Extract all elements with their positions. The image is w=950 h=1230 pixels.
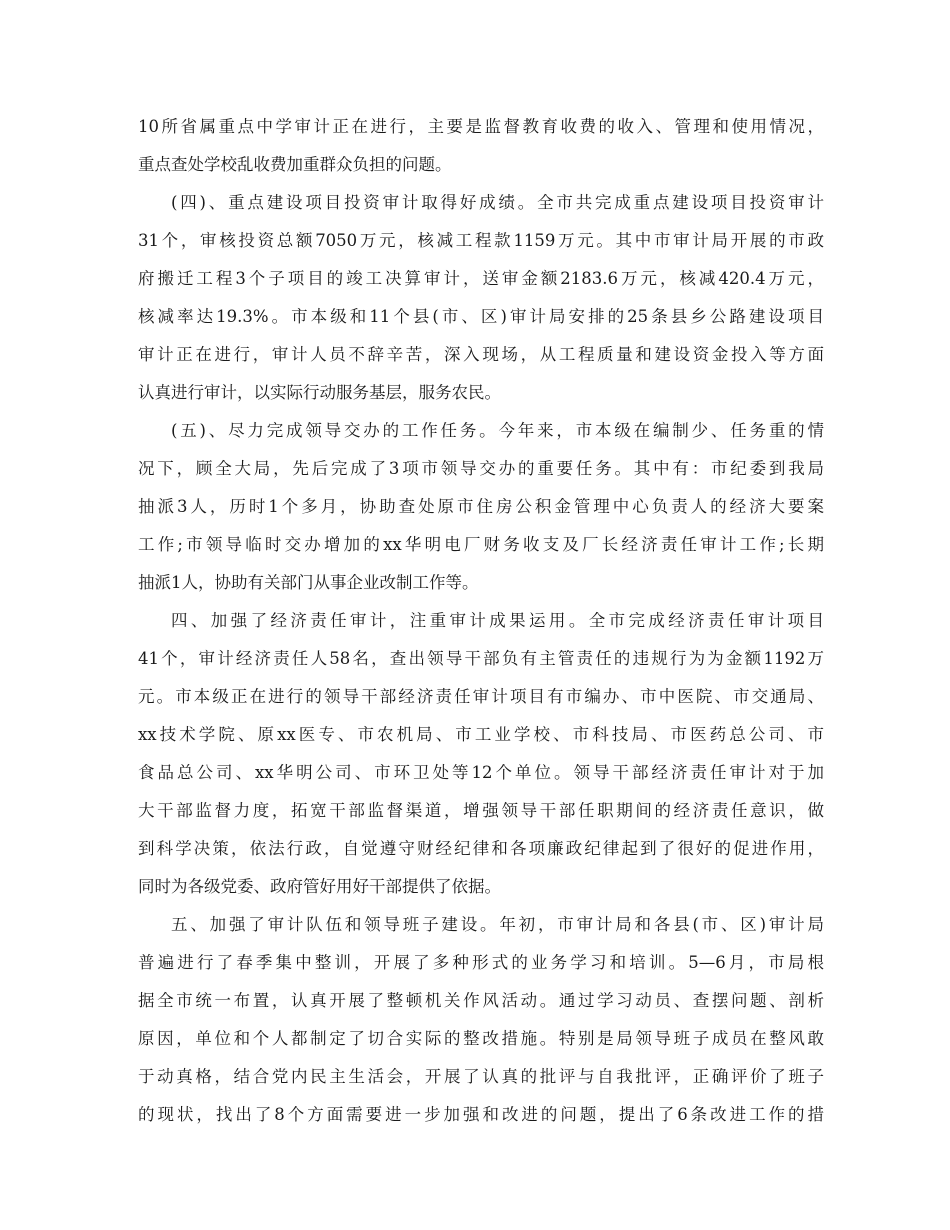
document-page	[138, 0, 824, 1230]
text-line: 据全市统一布置，认真开展了整顿机关作风活动。通过学习动员、查摆问题、剖析	[138, 991, 824, 1010]
text-line: 于动真格，结合党内民主生活会，开展了认真的批评与自我批评，正确评价了班子	[138, 1067, 824, 1086]
text-line: 食品总公司、xx华明公司、市环卫处等12个单位。领导干部经济责任审计对于加	[138, 763, 824, 782]
text-line: 抽派3人，历时1个多月，协助查处原市住房公积金管理中心负责人的经济大要案	[138, 497, 824, 516]
text-line: 况下，顾全大局，先后完成了3项市领导交办的重要任务。其中有：市纪委到我局	[138, 459, 824, 478]
text-line: 重点查处学校乱收费加重群众负担的问题。	[138, 155, 452, 174]
text-line: 同时为各级党委、政府管好用好干部提供了依据。	[138, 877, 501, 896]
text-line: 10所省属重点中学审计正在进行，主要是监督教育收费的收入、管理和使用情况，	[138, 117, 824, 136]
text-line: 元。市本级正在进行的领导干部经济责任审计项目有市编办、市中医院、市交通局、	[138, 687, 824, 706]
text-line: 府搬迁工程3个子项目的竣工决算审计，送审金额2183.6万元，核减420.4万元，	[138, 269, 824, 288]
text-line: 大干部监督力度，拓宽干部监督渠道，增强领导干部任职期间的经济责任意识，做	[138, 801, 824, 820]
text-line: xx技术学院、原xx医专、市农机局、市工业学校、市科技局、市医药总公司、市	[138, 725, 824, 744]
text-line: 认真进行审计，以实际行动服务基层，服务农民。	[138, 383, 501, 402]
text-line: 核减率达19.3%。市本级和11个县(市、区)审计局安排的25条县乡公路建设项目	[138, 307, 824, 326]
text-line: 审计正在进行，审计人员不辞辛苦，深入现场，从工程质量和建设资金投入等方面	[138, 345, 824, 364]
text-line: 四、加强了经济责任审计，注重审计成果运用。全市完成经济责任审计项目	[171, 611, 824, 630]
text-line: 31个，审核投资总额7050万元，核减工程款1159万元。其中市审计局开展的市政	[138, 231, 824, 250]
text-line: 原因，单位和个人都制定了切合实际的整改措施。特别是局领导班子成员在整风敢	[138, 1029, 824, 1048]
text-line: 41个，审计经济责任人58名，查出领导干部负有主管责任的违规行为为金额1192万	[138, 649, 824, 668]
text-line: 抽派1人，协助有关部门从事企业改制工作等。	[138, 573, 479, 592]
text-line: (五)、尽力完成领导交办的工作任务。今年来，市本级在编制少、任务重的情	[171, 421, 824, 440]
text-line: 的现状，找出了8个方面需要进一步加强和改进的问题，提出了6条改进工作的措	[138, 1105, 824, 1124]
text-line: 普遍进行了春季集中整训，开展了多种形式的业务学习和培训。5—6月，市局根	[138, 953, 824, 972]
text-line: 到科学决策，依法行政，自觉遵守财经纪律和各项廉政纪律起到了很好的促进作用，	[138, 839, 824, 858]
text-line: (四)、重点建设项目投资审计取得好成绩。全市共完成重点建设项目投资审计	[171, 193, 824, 212]
text-line: 五、加强了审计队伍和领导班子建设。年初，市审计局和各县(市、区)审计局	[171, 915, 824, 934]
text-line: 工作;市领导临时交办增加的xx华明电厂财务收支及厂长经济责任审计工作;长期	[138, 535, 824, 554]
